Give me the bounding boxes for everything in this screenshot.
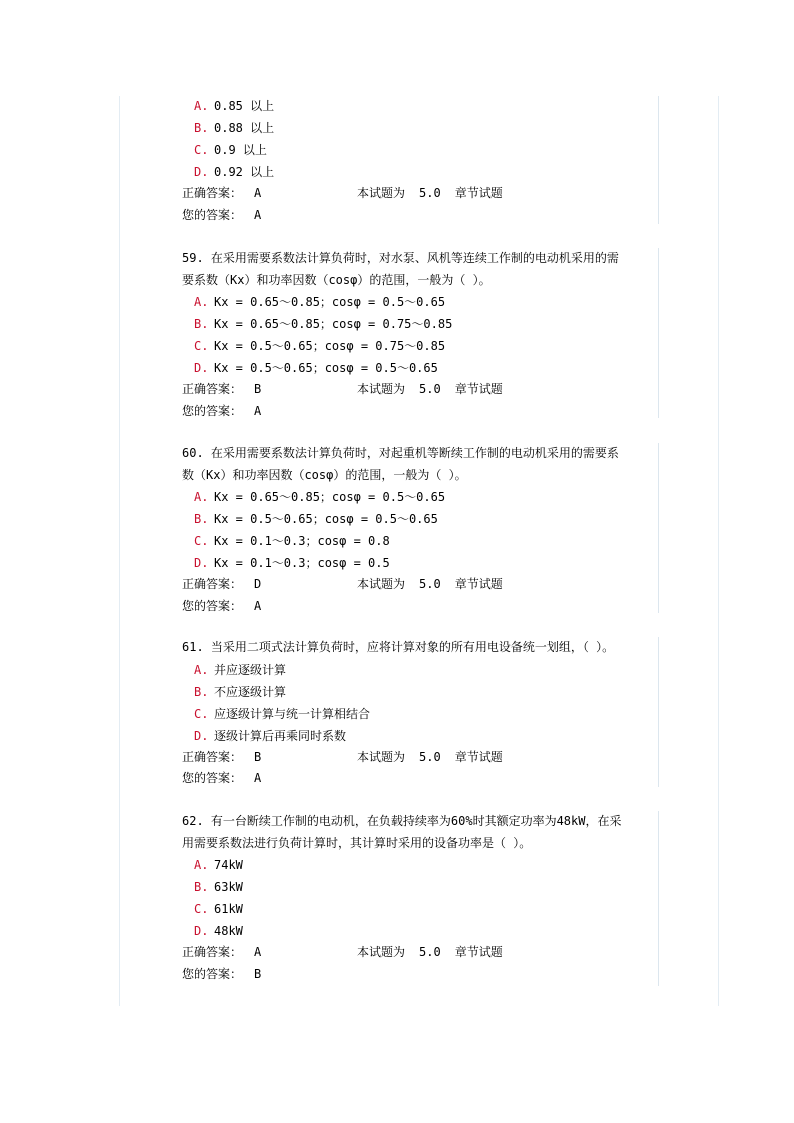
option-letter: C. — [194, 706, 209, 721]
score-value: 5.0 — [419, 186, 441, 200]
question-stem-line-1: 59. 在采用需要系数法计算负荷时，对水泵、风机等连续工作制的电动机采用的需 — [182, 251, 619, 265]
option-text: Kx = 0.5～0.65；cosφ = 0.5～0.65 — [214, 512, 438, 527]
option-c[interactable] — [182, 898, 662, 920]
category-label: 章节试题 — [454, 945, 503, 960]
question-stem-line-2: 数（Kx）和功率因数（cosφ）的范围，一般为（ ）。 — [182, 467, 467, 482]
correct-answer-label: 正确答案： — [182, 749, 243, 764]
correct-answer-value: B — [254, 382, 262, 397]
option-text: 不应逐级计算 — [214, 684, 287, 699]
option-letter: D. — [194, 165, 209, 179]
option-c[interactable] — [182, 703, 662, 725]
option-d[interactable] — [182, 357, 662, 379]
option-letter: C. — [194, 902, 209, 917]
option-a[interactable] — [182, 95, 662, 117]
category-label: 章节试题 — [454, 186, 503, 200]
question-stem-line-1: 62. 有一台断续工作制的电动机，在负载持续率为60%时其额定功率为48kW，在采 — [182, 814, 622, 828]
option-letter: A. — [194, 490, 209, 505]
option-a[interactable] — [182, 486, 662, 508]
option-letter: D. — [194, 728, 209, 743]
your-answer-row — [182, 205, 662, 227]
score-prefix: 本试题为 — [357, 186, 406, 200]
question-60 — [182, 443, 662, 617]
option-text: 63kW — [214, 880, 243, 895]
option-d[interactable] — [182, 725, 662, 747]
option-letter: B. — [194, 512, 209, 527]
option-text: 61kW — [214, 902, 243, 917]
option-text: 0.85 以上 — [214, 99, 275, 113]
option-b[interactable] — [182, 681, 662, 703]
your-answer-value: A — [254, 771, 262, 786]
your-answer-label: 您的答案： — [182, 966, 243, 981]
correct-answer-row — [182, 183, 662, 205]
option-letter: B. — [194, 684, 209, 699]
option-letter: B. — [194, 121, 209, 135]
option-a[interactable] — [182, 854, 662, 876]
correct-answer-label: 正确答案： — [182, 945, 243, 960]
option-letter: B. — [194, 317, 209, 332]
your-answer-row — [182, 596, 662, 618]
option-text: Kx = 0.1～0.3；cosφ = 0.8 — [214, 534, 390, 549]
score-info — [357, 379, 517, 401]
correct-answer-row — [182, 942, 662, 964]
category-label: 章节试题 — [454, 382, 503, 397]
option-text: Kx = 0.65～0.85；cosφ = 0.5～0.65 — [214, 295, 446, 310]
option-text: Kx = 0.65～0.85；cosφ = 0.5～0.65 — [214, 490, 446, 505]
option-text: 48kW — [214, 924, 243, 939]
option-b[interactable] — [182, 117, 662, 139]
option-text: 并应逐级计算 — [214, 662, 287, 677]
your-answer-label: 您的答案： — [182, 598, 243, 613]
your-answer-value: A — [254, 403, 262, 418]
question-61 — [182, 637, 662, 790]
correct-answer-label: 正确答案： — [182, 577, 243, 592]
option-a[interactable] — [182, 291, 662, 313]
option-letter: A. — [194, 662, 209, 677]
your-answer-value: B — [254, 966, 262, 981]
option-text: Kx = 0.5～0.65；cosφ = 0.75～0.85 — [214, 339, 446, 354]
score-info — [357, 183, 517, 205]
option-d[interactable] — [182, 552, 662, 574]
option-letter: A. — [194, 858, 209, 873]
correct-answer-value: D — [254, 577, 262, 592]
your-answer-label: 您的答案： — [182, 207, 243, 222]
option-b[interactable] — [182, 508, 662, 530]
score-value: 5.0 — [419, 382, 441, 397]
question-62 — [182, 811, 662, 985]
your-answer-value: A — [254, 598, 262, 613]
option-text: 74kW — [214, 858, 243, 873]
option-c[interactable] — [182, 530, 662, 552]
option-b[interactable] — [182, 313, 662, 335]
score-prefix: 本试题为 — [357, 382, 406, 397]
option-text: 0.88 以上 — [214, 121, 275, 135]
correct-answer-label: 正确答案： — [182, 186, 243, 200]
your-answer-row — [182, 768, 662, 790]
category-label: 章节试题 — [454, 749, 503, 764]
question-stem-line-1: 61. 当采用二项式法计算负荷时，应将计算对象的所有用电设备统一划组，（ ）。 — [182, 640, 615, 654]
your-answer-label: 您的答案： — [182, 403, 243, 418]
option-letter: D. — [194, 361, 209, 376]
page-border-right — [718, 96, 719, 1006]
page-border-left — [119, 96, 120, 1006]
option-text: Kx = 0.65～0.85；cosφ = 0.75～0.85 — [214, 317, 453, 332]
correct-answer-value: A — [254, 186, 262, 200]
score-prefix: 本试题为 — [357, 577, 406, 592]
option-letter: D. — [194, 556, 209, 571]
your-answer-label: 您的答案： — [182, 771, 243, 786]
score-info — [357, 747, 517, 769]
option-letter: A. — [194, 99, 209, 113]
option-c[interactable] — [182, 139, 662, 161]
question-stem-line-2: 用需要系数法进行负荷计算时，其计算时采用的设备功率是（ ）。 — [182, 835, 532, 850]
option-letter: D. — [194, 924, 209, 939]
option-text: 0.92 以上 — [214, 165, 275, 179]
correct-answer-label: 正确答案： — [182, 382, 243, 397]
correct-answer-value: A — [254, 945, 262, 960]
question-stem-line-1: 60. 在采用需要系数法计算负荷时，对起重机等断续工作制的电动机采用的需要系 — [182, 446, 619, 460]
option-letter: C. — [194, 339, 209, 354]
score-info — [357, 574, 517, 596]
your-answer-row — [182, 964, 662, 986]
option-d[interactable] — [182, 920, 662, 942]
option-letter: B. — [194, 880, 209, 895]
option-a[interactable] — [182, 659, 662, 681]
your-answer-value: A — [254, 207, 262, 222]
option-letter: C. — [194, 534, 209, 549]
option-text: Kx = 0.5～0.65；cosφ = 0.5～0.65 — [214, 361, 438, 376]
question-58-partial — [182, 95, 662, 226]
correct-answer-row — [182, 574, 662, 596]
option-text: 逐级计算后再乘同时系数 — [214, 728, 347, 743]
question-59 — [182, 248, 662, 422]
score-value: 5.0 — [419, 945, 441, 960]
score-value: 5.0 — [419, 749, 441, 764]
category-label: 章节试题 — [454, 577, 503, 592]
option-c[interactable] — [182, 335, 662, 357]
option-text: Kx = 0.1～0.3；cosφ = 0.5 — [214, 556, 390, 571]
your-answer-row — [182, 401, 662, 423]
option-letter: A. — [194, 295, 209, 310]
correct-answer-value: B — [254, 749, 262, 764]
score-prefix: 本试题为 — [357, 945, 406, 960]
correct-answer-row — [182, 379, 662, 401]
score-prefix: 本试题为 — [357, 749, 406, 764]
option-letter: C. — [194, 143, 209, 157]
score-value: 5.0 — [419, 577, 441, 592]
option-b[interactable] — [182, 876, 662, 898]
correct-answer-row — [182, 747, 662, 769]
option-text: 0.9 以上 — [214, 143, 267, 157]
question-stem-line-2: 要系数（Kx）和功率因数（cosφ）的范围，一般为（ ）。 — [182, 272, 491, 287]
score-info — [357, 942, 517, 964]
option-d[interactable] — [182, 161, 662, 183]
option-text: 应逐级计算与统一计算相结合 — [214, 706, 371, 721]
